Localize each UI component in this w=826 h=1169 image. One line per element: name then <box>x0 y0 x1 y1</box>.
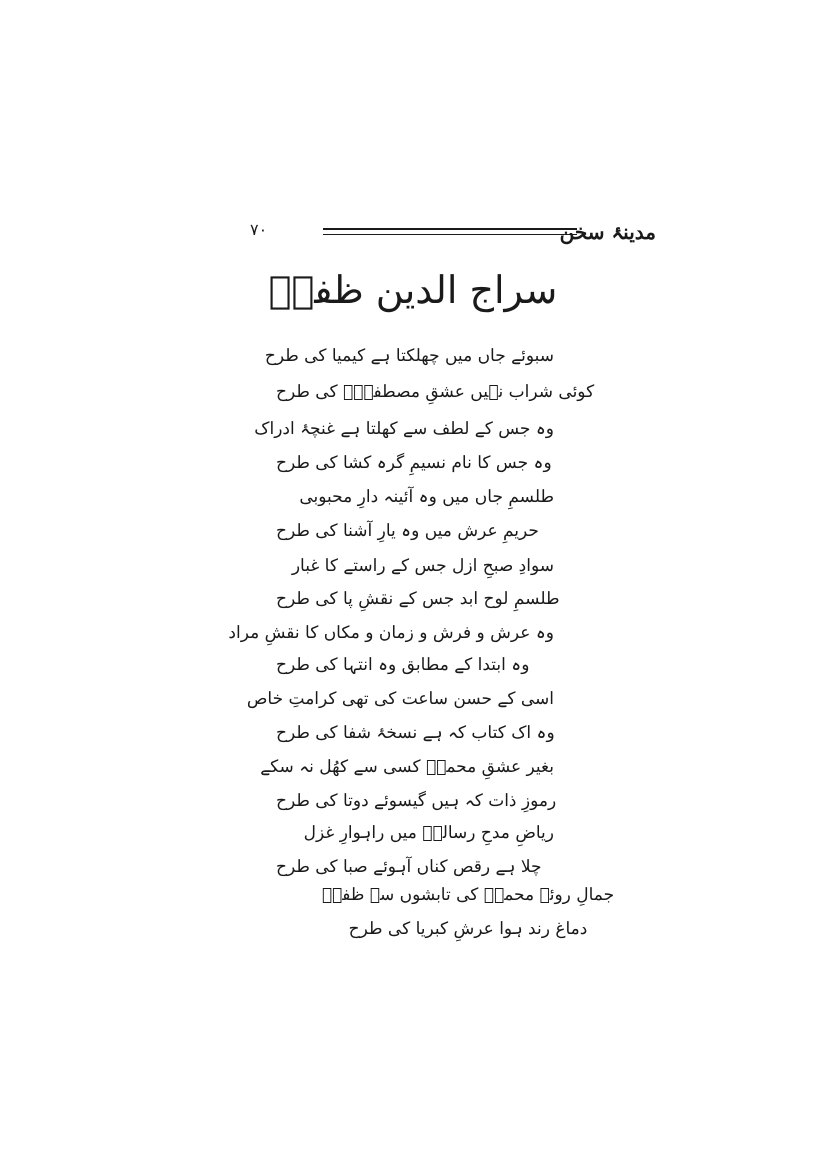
verse-line: رموزِ ذات کہ ہیں گیسوئے دوتا کی طرح <box>276 791 557 811</box>
verse-line: سبوئے جاں میں چھلکتا ہے کیمیا کی طرح <box>264 346 554 366</box>
verse-line: طلسمِ لوح ابد جس کے نقشِ پا کی طرح <box>276 589 560 609</box>
verse-line: اسی کے حسن ساعت کی تھی کرامتِ خاص <box>246 689 554 709</box>
closing-verse-line: جمالِ روئے محمدؐ کی تابشوں سے ظفرؔ <box>321 885 615 905</box>
verse-line: وہ اک کتاب کہ ہے نسخۂ شفا کی طرح <box>276 723 555 743</box>
verse-line: وہ عرش و فرش و زمان و مکاں کا نقشِ مراد <box>228 623 554 643</box>
verse-line: وہ ابتدا کے مطابق وہ انتہا کی طرح <box>276 655 530 675</box>
poet-name-heading: سراج الدین ظفرؔ <box>268 268 558 312</box>
page-number: ۷۰ <box>250 220 268 239</box>
book-title: مدینۂ سخن <box>559 220 656 244</box>
verse-line: وہ جس کے لطف سے کھلتا ہے غنچۂ ادراک <box>254 419 554 439</box>
verse-line: چلا ہے رقص کناں آہوئے صبا کی طرح <box>276 857 542 877</box>
verse-line: بغیر عشقِ محمدؐ کسی سے کھُل نہ سکے <box>260 757 554 777</box>
verse-line: طلسمِ جاں میں وہ آئینہ دارِ محبوبی <box>299 487 554 507</box>
closing-verse-line: دماغ رند ہوا عرشِ کبریا کی طرح <box>348 919 588 939</box>
verse-line: وہ جس کا نام نسیمِ گرہ کشا کی طرح <box>276 453 552 473</box>
verse-line: ریاضِ مدحِ رسالتؐ میں راہوارِ غزل <box>303 823 554 843</box>
header-divider <box>323 228 577 235</box>
verse-line: سوادِ صبحِ ازل جس کے راستے کا غبار <box>291 556 554 576</box>
verse-line: حریمِ عرش میں وہ یارِ آشنا کی طرح <box>276 521 539 541</box>
verse-line: کوئی شراب نہیں عشقِ مصطفیٰؐ کی طرح <box>276 382 595 402</box>
